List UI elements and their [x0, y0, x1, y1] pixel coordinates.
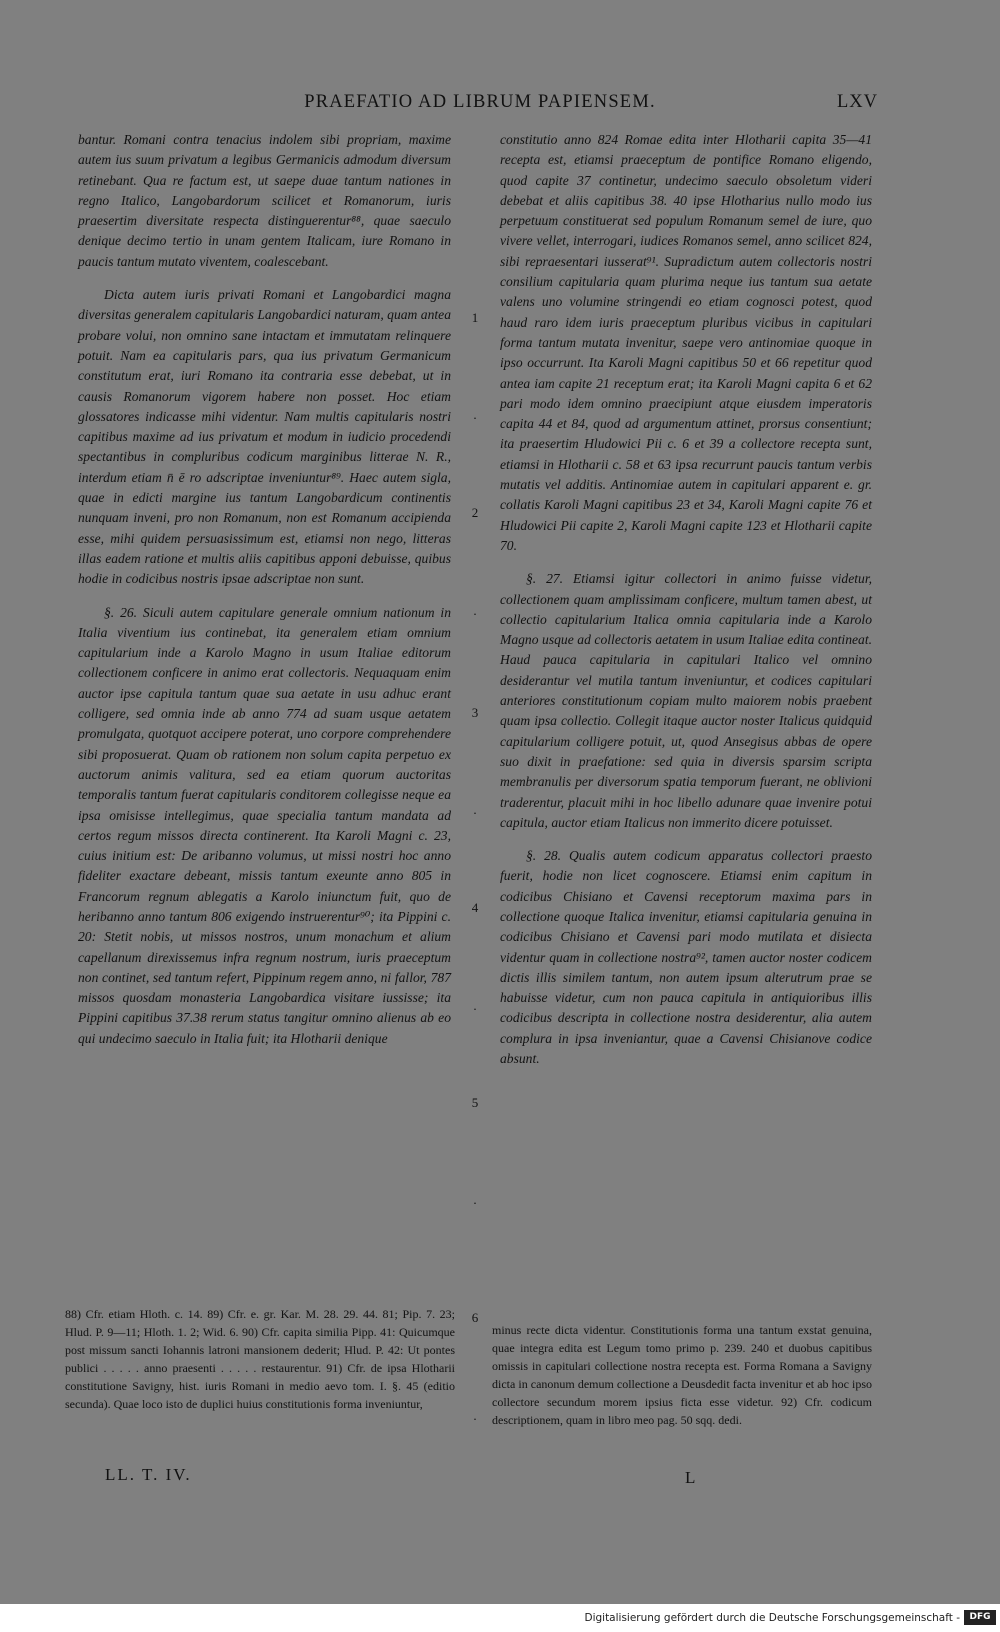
- footnotes-left: [65, 1305, 455, 1413]
- paragraph: §. 26. Siculi autem capitulare generale omnium nationum in Italia viventium ius continebat, ita generalem etiam omnium capitularium inde a Karolo Magno in usum Italiae editorum collectionem conficere in animo erat collectoris. Nequaquam enim auctor ipse capitula tantum quae sua aetate in usu adhuc erant colligere, sed omnia inde ab anno 774 ad suam usque aetatem promulgata, quotquot accipere poterat, uno corpore comprehendere sibi proposuerat. Quam ob rationem non solum capita perpetuo ex auctorum animis valitura, sed ea etiam quorum auctoritas temporalis tantum fuerat capitularis conditorem collegisse neque ea ipsa omisisse intellegimus, quae specialia tantum mandata ad certos regum missos directa continerent. Ita Karoli Magni c. 23, cuius initium est: De aribanno volumus, ut missi nostri hoc anno fideliter exactare debeant, missis tantum exeunte anno 805 in Francorum regnum ablegatis a Karolo iniunctum fuit, quo de heribanno anno tantum 806 exigendo instruerentur⁹⁰; ita Pippini c. 20: Stetit nobis, ut missos nostros, unum monachum et alium capellanum direxissemus infra regnum nostrum, iuris praeceptum non continet, sed tantum refert, Pippinum regem anno, ni fallor, 787 missos quosdam monasteria Langobardica visitare iussisse; ita Pippini capitibus 37.38 rerum status tangitur omnino alienus ab eo qui undecimo saeculo in Italia fuit; ita Hlotharii denique: [78, 604, 451, 1046]
- footnote-text: 88) Cfr. etiam Hloth. c. 14. 89) Cfr. e. gr. Kar. M. 28. 29. 44. 81; Pip. 7. 23; Hlud. P. 9—11; Hloth. 1. 2; Wid. 6. 90) Cfr. capita similia Pipp. 41: Quicumque post missum sancti Iohannis latroni mansionem dederit; Hlud. P. 42: Ut pontes publici . . . . . anno praesenti . . . . . restaurentur. 91) Cfr. de ipsa Hlotharii constitutione Savigny, hist. iuris Romani in medio aevo tom. I. §. 45 (editio secunda). Quae loco isto de duplici huius constitutionis forma inveniuntur,: [65, 1307, 455, 1411]
- line-marker: 2: [471, 505, 479, 520]
- footnotes-right: [492, 1321, 872, 1429]
- paragraph: §. 27. Etiamsi igitur collectori in animo fuisse videtur, collectionem quam amplissimam conficere, multum tamen abest, ut collectio capitularium Italica omnia capitularia inde a Karolo Magno usque ad collectoris aetatem in usum Italiae edita contineat. Haud pauca capitularia in capitulari Italico vel omnino desiderantur vel mutila tantum inveniuntur, et codices capitulari anteriores constitutionum copiam multo maiorem nobis praebent quam ipsa collectio. Collegit itaque auctor noster Italicus quidquid capitularium colligere potuit, ut, quod Ansegisus abbas de opere suo dixit in praefatione: sed quia in diversis sparsim scripta membranulis per diversorum spatia temporum fuerant, ne oblivioni traderentur, placuit mihi in hoc libello adunare quae invenire potui capitula, auctor etiam Italicus non immerito dicere potuisset.: [500, 571, 872, 830]
- page-letter: L: [685, 1468, 696, 1487]
- signature-mark: LL. T. IV.: [105, 1465, 192, 1484]
- left-column: [78, 130, 451, 1049]
- paragraph: Dicta autem iuris privati Romani et Langobardici magna diversitas generalem capitularis Langobardici naturam, quam antea probare volui, non omnino sane intactam et immutatam relinquere potuit. Nam ea capitularis pars, qua ius privatum Germanicum constitutum erat, iuri Romano ita contraria esse debebat, ut in causis Romanorum vigorem habere non posset. Hoc etiam glossatores indicasse mihi videntur. Nam multis capitularis nostri capitibus maxime ad ius privatum et modum in iudicio procedendi spectantibus in compluribus codicum marginibus litterae N. R., interdum etiam n̄ ē ro adscriptae inveniuntur⁸⁹. Haec autem sigla, quae in edicti margine ius tantum Langobardicum continentis nunquam inveni, pro non Romanum, non est Romanum accipienda esse, mihi quidem persuasissimum est, etiamsi non nego, litteras illas eadem ratione et multis aliis capitibus apponi debuisse, quibus hodie in codicibus nostris ipsae adscriptae non sunt.: [78, 287, 451, 587]
- line-marker: .: [473, 802, 477, 817]
- line-marker: 5: [471, 1095, 479, 1110]
- footer-credit: Digitalisierung gefördert durch die Deutsche Forschungsgemeinschaft -: [584, 1612, 960, 1624]
- paragraph: bantur. Romani contra tenacius indolem sibi propriam, maxime autem ius suum privatum a legibus Germanicis admodum diversum retinebant. Qua re factum est, ut saepe duae tantum nationes in regno Italico, Langobardorum scilicet et Romanorum, iuris praesertim diversitate respecta distinguerentur⁸⁸, quae saeculo denique decimo tertio in unam gentem Italicam, iure Romano in paucis tantum mutato viventem, coalescebant.: [78, 132, 451, 269]
- paragraph: §. 28. Qualis autem codicum apparatus collectori praesto fuerit, hodie non licet cognoscere. Etiamsi enim capitum in codicibus Chisiano et Cavensi receptorum maxima pars in collectione quoque Italica invenitur, etiamsi capitularia genuina in codicibus Chisiano et Cavensi pari modo mutilata et disiecta videntur quam in collectione nostra⁹², tamen auctor noster codicem dictis illis similem tantum, non autem ipsum alterutrum prae se habuisse videtur, cum non pauca capitula in antiquioribus illis codicibus descripta in collectione nostra desiderentur, alia autem complura in ipsa inveniantur, quae a Cavensi Chisianove codice absunt.: [500, 848, 872, 1067]
- running-title: PRAEFATIO AD LIBRUM PAPIENSEM.: [304, 92, 656, 112]
- line-marker: .: [473, 1408, 477, 1423]
- line-marker: 4: [471, 900, 479, 915]
- line-marker: .: [473, 998, 477, 1013]
- page-number: LXV: [836, 92, 878, 112]
- line-marker: 6: [471, 1310, 479, 1325]
- line-marker: 1: [471, 310, 479, 325]
- line-marker: .: [473, 1192, 477, 1207]
- line-marker: 3: [471, 705, 479, 720]
- line-marker: .: [473, 603, 477, 618]
- digitization-footer: [0, 1604, 1000, 1632]
- dfg-logo-icon: DFG: [964, 1610, 996, 1625]
- line-marker: .: [473, 407, 477, 422]
- right-column: [500, 130, 872, 1069]
- footnote-text: minus recte dicta videntur. Constitutionis forma una tantum exstat genuina, quae integra edita est Legum tomo primo p. 239. 240 et duobus capitibus omissis in capitulari collectione nostra recepta est. Forma Romana a Savigny dicta in canonum demum collectione a Deusdedit facta invenitur et ab hoc ipso collectore secundum morem ipsius ficta esse videtur. 92) Cfr. codicum descriptionem, quam in libro meo pag. 50 sqq. dedi.: [492, 1323, 872, 1427]
- paragraph: constitutio anno 824 Romae edita inter Hlotharii capita 35—41 recepta est, etiamsi praeceptum de pontifice Romano eligendo, quod capite 37 continetur, undecimo saeculo obsoletum videri debebat et aliis capitibus 38. 40 ipse Hlotharius nullo modo ius perpetuum constituerat sed populum Romanum semel de iure, quo vivere vellet, interrogari, iudices Romanos semel, anno scilicet 824, sibi repraesentari iusserat⁹¹. Supradictum autem collectoris nostri consilium capitularia quam plurima neque ius tantum sua aetate valens uno volumine stringendi eo etiam cognosci potest, quod haud raro idem iuris praeceptum pluribus vicibus in capitulari forma tantum mutata invenitur, saepe vero antinomiae quoque in ipso occurrunt. Ita Karoli Magni capitibus 50 et 66 repetitur quod antea iam capite 21 receptum erat; ita Karoli Magni capita 6 et 62 pari modo idem omnino praecipiunt atque eiusdem imperatoris capita 44 et 84, quod ad argumentum attinet, prorsus consentiunt; ita praesertim Hludowici Pii c. 6 et 39 a collectore recepta sunt, etiamsi in Hlotharii c. 58 et 63 ipsa recurrunt paucis tantum verbis mutatis vel additis. Antinomiae autem in capitulari apparent e. gr. collatis Karoli Magni capitibus 23 et 34, Karoli Magni capite 76 et Hludowici Pii capite 2, Karoli Magni capite 123 et Hlotharii capite 70.: [500, 132, 872, 553]
